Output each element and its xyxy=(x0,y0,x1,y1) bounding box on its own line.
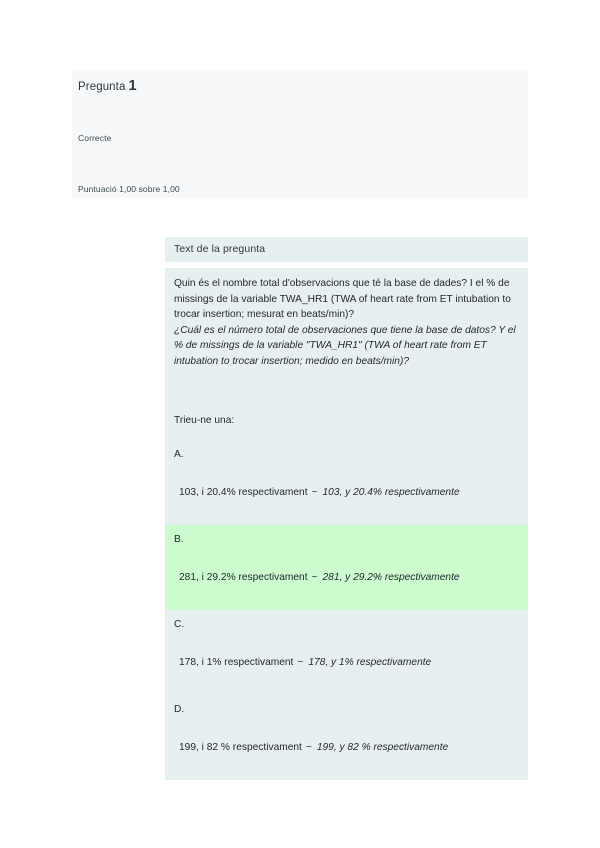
answer-option-d-letter: D. xyxy=(174,704,185,715)
question-label: Pregunta xyxy=(78,81,126,93)
choose-one-block xyxy=(165,388,528,440)
answer-option-a-letter: A. xyxy=(174,449,184,460)
answer-options-list xyxy=(165,440,528,780)
question-text-header-label: Text de la pregunta xyxy=(174,243,266,255)
answer-option-b-catalan: 281, i 29.2% respectivament xyxy=(179,572,308,583)
answer-option-b[interactable] xyxy=(165,525,528,610)
question-number-heading xyxy=(78,78,137,94)
question-statement xyxy=(174,276,522,370)
answer-option-b-spanish: 281, y 29.2% respectivamente xyxy=(322,572,460,583)
answer-option-d[interactable] xyxy=(165,695,528,780)
answer-option-c-separator: ~ xyxy=(297,657,304,668)
answer-option-a-text xyxy=(179,487,524,498)
answer-option-b-separator: ~ xyxy=(311,572,318,583)
answer-option-d-text xyxy=(179,742,524,753)
question-statement-spanish: ¿Cuál es el número total de observaciones que tiene la base de datos? Y el % de missings de la variable "TWA_HR1" (TWA of heart rate from ET intubation to trocar insertion; medido en beats/min)? xyxy=(174,324,516,367)
answer-option-b-letter: B. xyxy=(174,534,184,545)
answer-option-d-catalan: 199, i 82 % respectivament xyxy=(179,742,302,753)
answer-option-c-spanish: 178, y 1% respectivamente xyxy=(308,657,432,668)
answer-option-c-letter: C. xyxy=(174,619,185,630)
answer-option-d-spanish: 199, y 82 % respectivamente xyxy=(316,742,449,753)
question-text-header xyxy=(165,237,528,262)
question-info-panel xyxy=(72,70,528,198)
answer-option-a-catalan: 103, i 20.4% respectivament xyxy=(179,487,308,498)
answer-option-a-separator: ~ xyxy=(311,487,318,498)
question-grade: Puntuació 1,00 sobre 1,00 xyxy=(78,184,180,194)
answer-option-a[interactable] xyxy=(165,440,528,525)
choose-one-label: Trieu-ne una: xyxy=(174,415,235,426)
answer-option-a-spanish: 103, y 20.4% respectivamente xyxy=(322,487,460,498)
question-number: 1 xyxy=(128,78,137,94)
question-text-body xyxy=(165,268,528,388)
question-statement-catalan: Quin és el nombre total d'observacions que té la base de dades? I el % de missings de la variable TWA_HR1 (TWA of heart rate from ET intubation to trocar insertion; mesurat en beats/min)? xyxy=(174,278,511,321)
answer-option-b-text xyxy=(179,572,524,583)
answer-option-c[interactable] xyxy=(165,610,528,695)
answer-option-c-catalan: 178, i 1% respectivament xyxy=(179,657,294,668)
question-state: Correcte xyxy=(78,133,112,143)
answer-option-d-separator: ~ xyxy=(305,742,312,753)
answer-option-c-text xyxy=(179,657,524,668)
